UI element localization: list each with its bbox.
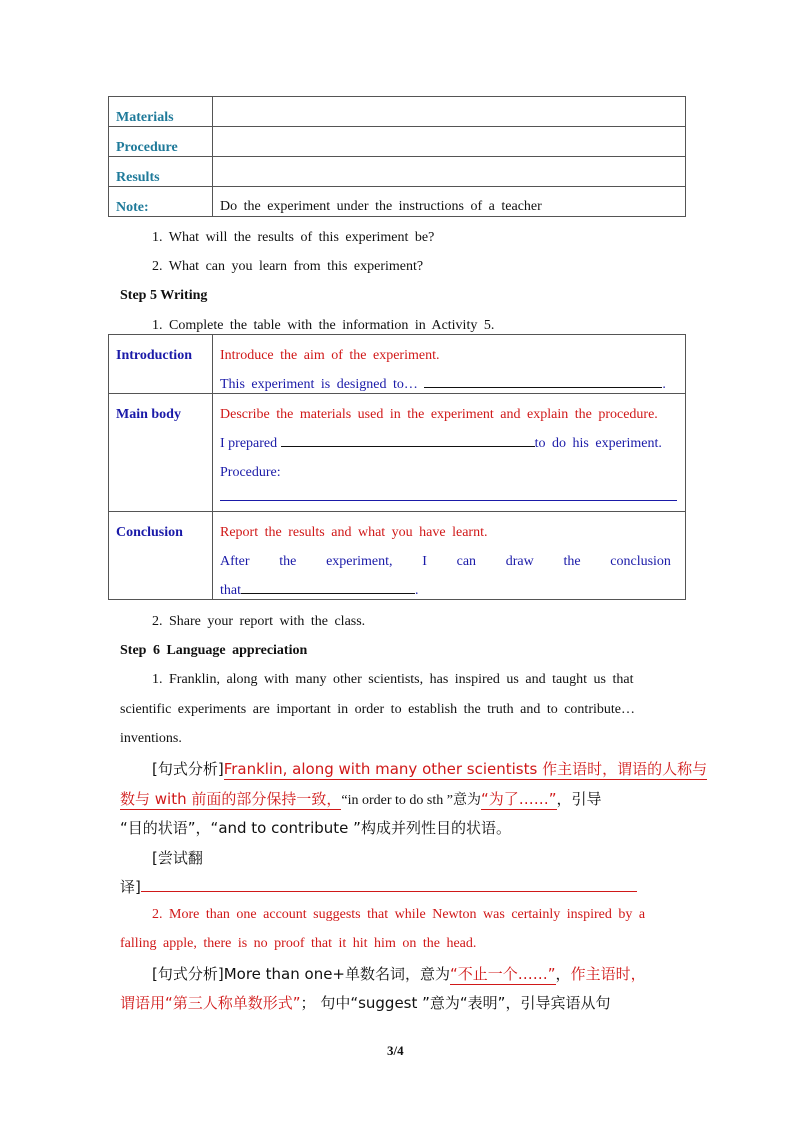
procedure-blank[interactable] [220, 500, 677, 501]
procedure-value [213, 127, 686, 157]
introduction-label: Introduction [109, 335, 213, 394]
step5-instruction: 1. Complete the table with the information in Activity 5. [152, 318, 495, 333]
sentence1-line2: scientific experiments are important in order to establish the truth and to contribute… [120, 702, 635, 717]
analysis1-line2: 数与 with 前面的部分保持一致，“in order to do sth ”意为“为了……”，引导 [120, 790, 602, 808]
sentence2-line2: falling apple, there is no proof that it hit him on the head. [120, 936, 477, 951]
conclusion-that: that [220, 583, 241, 598]
main-body-label: Main body [109, 394, 213, 512]
main-body-sentence-b: to do his experiment. [534, 436, 662, 451]
main-body-content [213, 394, 686, 512]
introduction-blank[interactable] [424, 387, 662, 388]
sentence1-line3: inventions. [120, 731, 182, 746]
step6-heading: Step 6 Language appreciation [120, 643, 308, 658]
share-instruction: 2. Share your report with the class. [152, 614, 366, 629]
conclusion-label: Conclusion [109, 512, 213, 600]
sentence1-line1: 1. Franklin, along with many other scientists, has inspired us and taught us that [152, 672, 634, 687]
translation-blank[interactable] [141, 877, 637, 892]
question-1: 1. What will the results of this experiment be? [152, 230, 435, 245]
writing-table [108, 334, 686, 600]
materials-blank[interactable] [281, 446, 535, 447]
conclusion-blank[interactable] [241, 593, 415, 594]
question-2: 2. What can you learn from this experiment? [152, 259, 424, 274]
conclusion-sentence: After the experiment, I can draw the conclusion [220, 554, 671, 569]
procedure-label-text: Procedure: [220, 465, 281, 480]
note-value: Do the experiment under the instructions of a teacher [213, 187, 686, 217]
materials-value [213, 97, 686, 127]
sentence2-line1: 2. More than one account suggests that while Newton was certainly inspired by a [152, 907, 646, 922]
analysis1-line3: “目的状语”，“and to contribute ”构成并列性目的状语。 [120, 819, 511, 837]
analysis2-line1: [句式分析]More than one+单数名词，意为“不止一个……”，作主语时， [152, 965, 646, 983]
analysis2-line2: 谓语用“第三人称单数形式”； 句中“suggest ”意为“表明”，引导宾语从句 [120, 994, 611, 1012]
step5-heading: Step 5 Writing [120, 288, 208, 303]
introduction-instruction: Introduce the aim of the experiment. [220, 348, 440, 363]
analysis1-line1: [句式分析]Franklin, along with many other scientists 作主语时，谓语的人称与 [152, 760, 708, 778]
note-label: Note: [109, 187, 213, 217]
results-label: Results [109, 157, 213, 187]
introduction-content: Introduce the aim of the experiment. This experiment is designed to… . [213, 335, 686, 394]
experiment-table [108, 96, 686, 217]
results-value [213, 157, 686, 187]
materials-label: Materials [109, 97, 213, 127]
main-body-instruction: Describe the materials used in the experiment and explain the procedure. [220, 407, 658, 422]
conclusion-instruction: Report the results and what you have learnt. [220, 525, 488, 540]
try-translate-label: [尝试翻 [152, 849, 203, 867]
try-translate-line: 译] [120, 876, 637, 897]
page-number: 3/4 [387, 1043, 404, 1058]
conclusion-content: Report the results and what you have learnt. After the experiment, I can draw the conclusion that . [213, 512, 686, 600]
introduction-sentence: This experiment is designed to… [220, 377, 418, 392]
procedure-label: Procedure [109, 127, 213, 157]
main-body-sentence-a: I prepared [220, 436, 278, 451]
